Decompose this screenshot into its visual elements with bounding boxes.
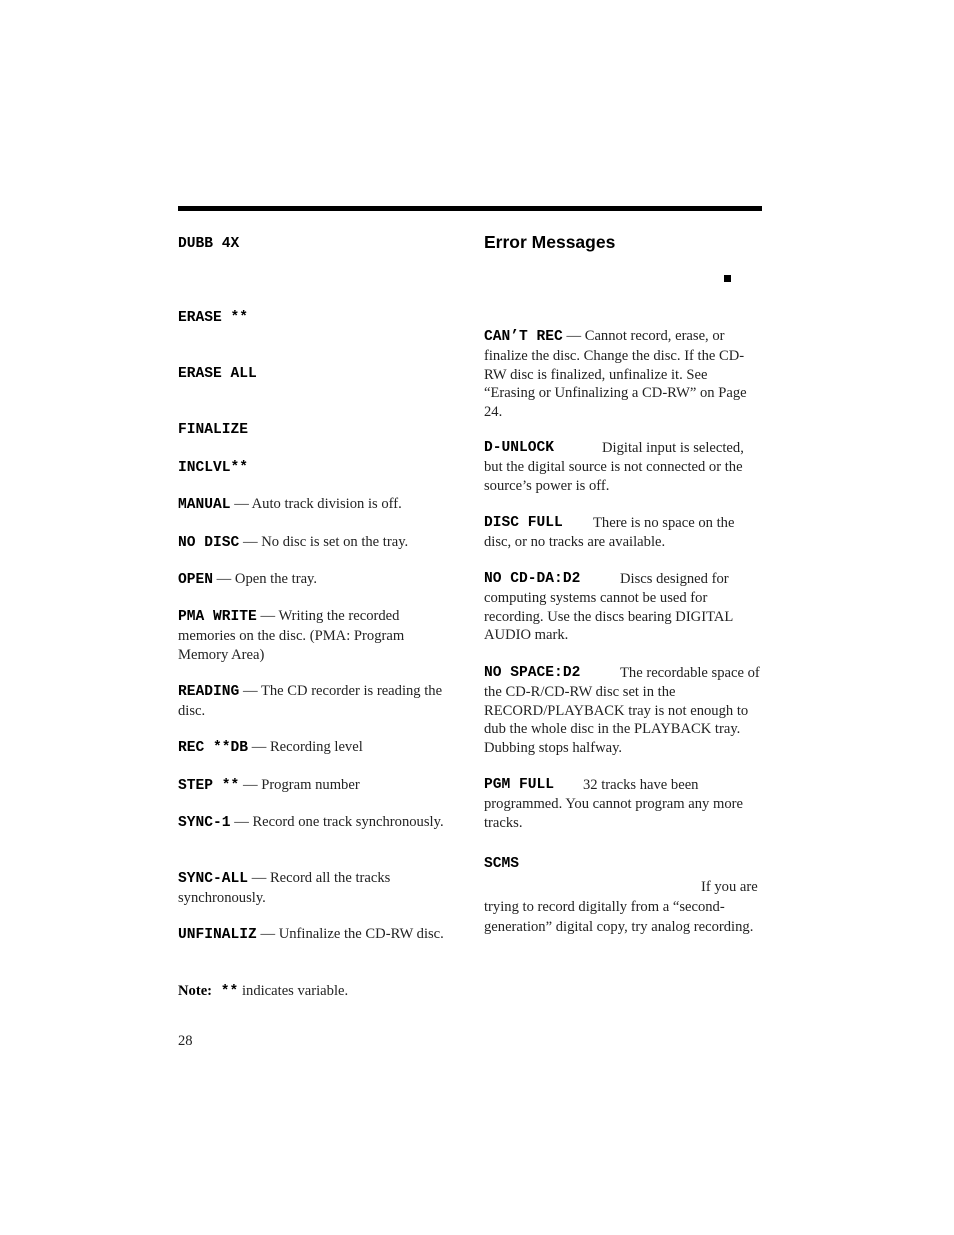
description: If you are trying to record digitally from a “second-generation” digital copy, try analog recording.	[484, 879, 758, 935]
term: DUBB 4X	[178, 236, 240, 252]
header-rule	[178, 206, 762, 211]
description: — Writing the recorded memories on the disc. (PMA: Program Memory Area)	[178, 608, 405, 663]
entry-finalize	[178, 420, 450, 440]
term: ERASE ALL	[178, 366, 257, 382]
term: D-UNLOCK	[484, 440, 555, 456]
term: CAN’T REC	[484, 329, 563, 345]
error-no-cd-da	[484, 570, 762, 645]
description: There is no space on the disc, or no tracks are available.	[484, 515, 735, 550]
entry-no-disc	[178, 533, 450, 553]
note	[178, 982, 450, 1002]
entry-sync-1	[178, 813, 450, 833]
note-label: Note:	[178, 983, 213, 999]
term: **	[212, 984, 239, 1000]
description: — Open the tray.	[213, 571, 318, 587]
description: — No disc is set on the tray.	[239, 534, 409, 550]
term: UNFINALIZ	[178, 927, 257, 943]
description: — Recording level	[248, 739, 363, 755]
term: STEP **	[178, 778, 240, 794]
description: — The CD recorder is reading the disc.	[178, 683, 443, 719]
description: 32 tracks have been programmed. You cannot program any more tracks.	[484, 777, 743, 831]
term: SYNC-1	[178, 815, 231, 831]
page-number: 28	[178, 1033, 193, 1049]
term: SYNC-ALL	[178, 871, 249, 887]
entry-pma-write	[178, 607, 450, 664]
description: — Unfinalize the CD-RW disc.	[256, 926, 444, 942]
square-bullet-icon	[724, 275, 731, 282]
description: — Record one track synchronously.	[230, 814, 444, 830]
term: DISC FULL	[484, 515, 563, 531]
term: PGM FULL	[484, 777, 555, 793]
term: INCLVL**	[178, 460, 249, 476]
entry-step	[178, 776, 450, 796]
error-scms-term	[484, 854, 762, 874]
error-scms	[484, 877, 762, 937]
entry-unfinaliz	[178, 925, 450, 945]
description: Discs designed for computing systems cannot be used for recording. Use the discs bearing DIGITAL AUDIO mark.	[484, 571, 733, 644]
error-no-space	[484, 664, 762, 758]
term: PMA WRITE	[178, 609, 257, 625]
error-pgm-full	[484, 776, 762, 832]
entry-dubb-4x	[178, 234, 450, 254]
entry-reading	[178, 682, 450, 721]
description: — Auto track division is off.	[230, 496, 402, 512]
term: MANUAL	[178, 497, 231, 513]
entry-rec	[178, 738, 450, 758]
description: — Record all the tracks synchronously.	[178, 870, 391, 906]
error-cant-rec	[484, 327, 762, 422]
description: The recordable space of the CD-R/CD-RW disc set in the RECORD/PLAYBACK tray is not enough to dub the whole disc in the PLAYBACK tray. Dubbing stops halfway.	[484, 665, 760, 757]
term: NO SPACE:D2	[484, 665, 581, 681]
entry-open	[178, 570, 450, 590]
entry-sync-all	[178, 869, 450, 908]
term: OPEN	[178, 572, 214, 588]
description: — Program number	[239, 777, 360, 793]
entry-erase	[178, 308, 450, 328]
term: NO DISC	[178, 535, 240, 551]
term: NO CD-DA:D2	[484, 571, 581, 587]
entry-manual	[178, 495, 450, 515]
term: ERASE **	[178, 310, 249, 326]
description: indicates variable.	[238, 983, 349, 999]
term: FINALIZE	[178, 422, 249, 438]
description: Digital input is selected, but the digital source is not connected or the source’s power is off.	[484, 440, 744, 494]
term: READING	[178, 684, 240, 700]
entry-inclvl	[178, 458, 450, 478]
term: SCMS	[484, 856, 520, 872]
entry-erase-all	[178, 364, 450, 384]
error-d-unlock	[484, 439, 762, 495]
section-heading: Error Messages	[484, 232, 616, 252]
error-disc-full	[484, 514, 762, 552]
description: — Cannot record, erase, or finalize the disc. Change the disc. If the CD-RW disc is finalized, unfinalize it. See “Erasing or Unfinalizing a CD-RW” on Page 24.	[484, 328, 747, 421]
term: REC **DB	[178, 740, 249, 756]
